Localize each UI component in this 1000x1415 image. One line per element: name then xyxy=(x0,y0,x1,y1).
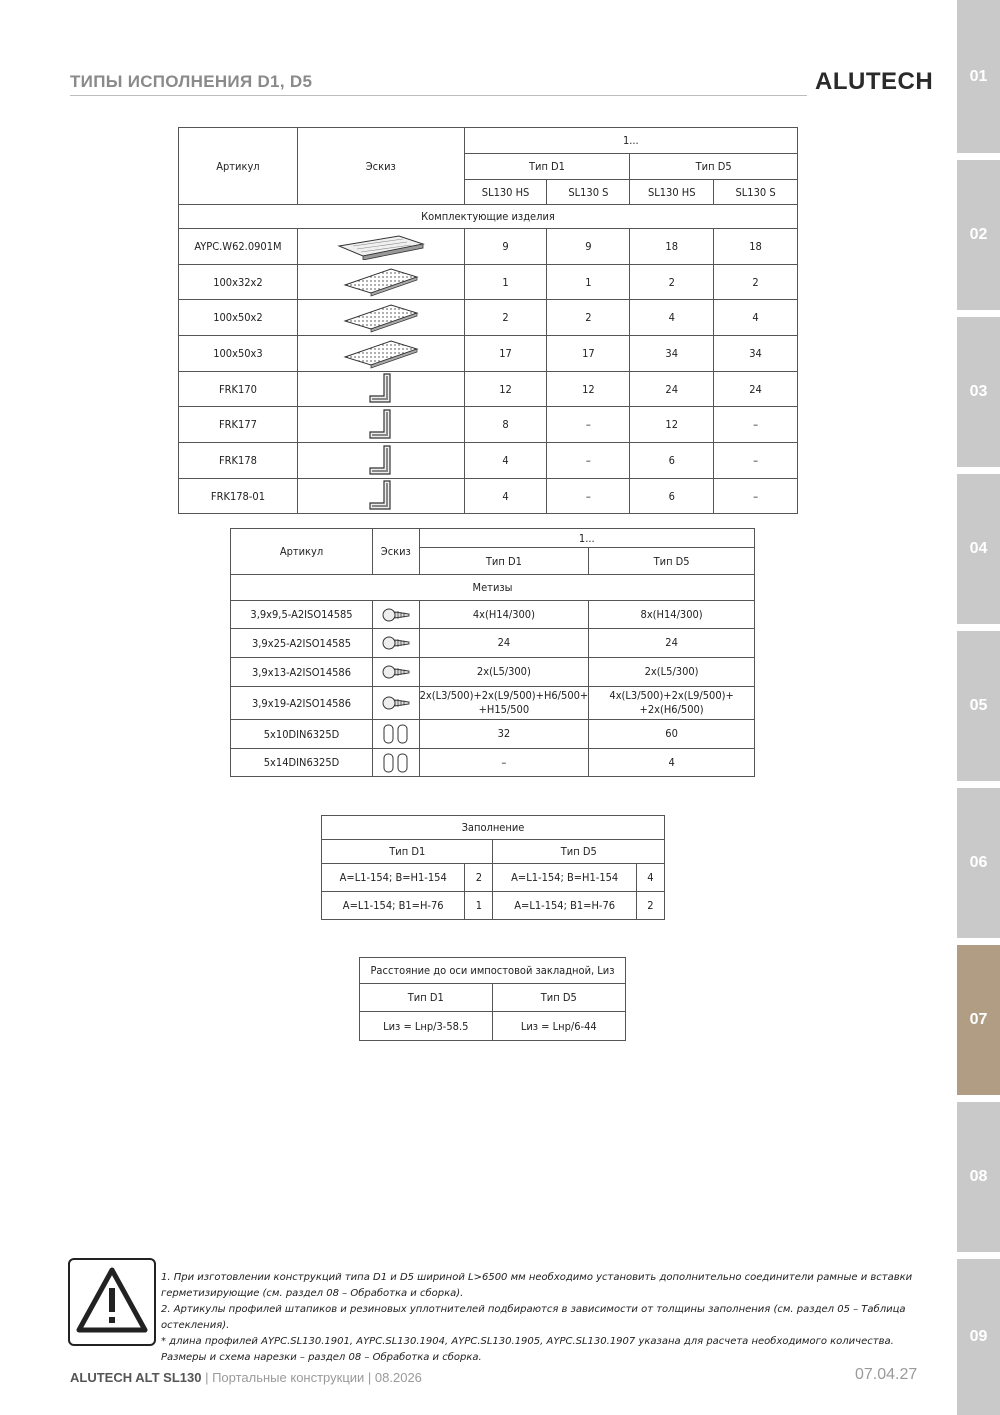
section-tab-01[interactable]: 01 xyxy=(957,0,1000,153)
screw-icon xyxy=(373,604,419,626)
table-row xyxy=(179,300,798,336)
qty-cell: – xyxy=(714,407,798,443)
col-qty-header: 1... xyxy=(464,128,797,154)
type-d5-header: Тип D5 xyxy=(630,154,798,180)
end-cap-icon xyxy=(298,234,464,260)
screw-icon xyxy=(373,632,419,654)
sketch-cell xyxy=(373,687,420,720)
filling-formula: A=L1-154; B=H1-154 xyxy=(493,864,636,892)
qty-cell: 12 xyxy=(464,372,547,407)
qty-cell: 6 xyxy=(630,479,714,514)
sketch-cell xyxy=(297,443,464,479)
type-d5-header: Тип D5 xyxy=(493,840,665,864)
qty-cell: – xyxy=(547,479,630,514)
qty-cell: 17 xyxy=(547,336,630,372)
filling-formula: A=L1-154; B1=H-76 xyxy=(493,892,636,920)
page-number: 07.04.27 xyxy=(855,1366,918,1383)
qty-cell: 34 xyxy=(630,336,714,372)
sketch-cell xyxy=(373,629,420,658)
sketch-cell xyxy=(373,658,420,687)
table-row xyxy=(231,687,755,720)
filling-formula: A=L1-154; B1=H-76 xyxy=(322,892,465,920)
qty-cell: – xyxy=(419,749,589,777)
notes xyxy=(161,1270,921,1366)
section-tab-08[interactable]: 08 xyxy=(957,1102,1000,1252)
table-row xyxy=(231,658,755,687)
sketch-cell xyxy=(373,749,420,777)
pin-icon xyxy=(373,722,419,746)
filling-qty: 2 xyxy=(636,892,664,920)
type-d1-header: Тип D1 xyxy=(360,984,493,1012)
qty-cell: 24 xyxy=(630,372,714,407)
pad-plate-icon xyxy=(298,303,464,333)
sketch-cell xyxy=(373,720,420,749)
section-tab-05[interactable]: 05 xyxy=(957,631,1000,781)
section-tabs xyxy=(957,0,1000,1415)
footer-separator: | xyxy=(201,1370,213,1385)
footer-section: Портальные конструкции xyxy=(212,1370,365,1385)
fasteners-table xyxy=(230,528,755,777)
qty-cell: 60 xyxy=(589,720,755,749)
table-row xyxy=(231,601,755,629)
sub-header: SL130 HS xyxy=(464,180,547,205)
sketch-cell xyxy=(297,372,464,407)
warning-sign xyxy=(68,1258,156,1346)
article-cell: 100x32x2 xyxy=(179,265,298,300)
screw-icon xyxy=(373,661,419,683)
qty-cell: 1 xyxy=(464,265,547,300)
sketch-cell xyxy=(297,407,464,443)
article-cell: 100x50x2 xyxy=(179,300,298,336)
section-tab-09[interactable]: 09 xyxy=(957,1259,1000,1415)
qty-cell: 8 xyxy=(464,407,547,443)
article-cell: FRK178 xyxy=(179,443,298,479)
type-d5-header: Тип D5 xyxy=(492,984,626,1012)
footer-info xyxy=(70,1370,422,1385)
article-cell: 100x50x3 xyxy=(179,336,298,372)
qty-cell: 2x(L3/500)+2x(L9/500)+H6/500+ +H15/500 xyxy=(419,687,589,720)
screw-icon xyxy=(373,692,419,714)
pad-plate-icon xyxy=(298,339,464,369)
col-article-header: Артикул xyxy=(231,529,373,575)
qty-cell: 2 xyxy=(547,300,630,336)
table-row xyxy=(179,265,798,300)
sub-header: SL130 S xyxy=(547,180,630,205)
qty-cell: 24 xyxy=(419,629,589,658)
filling-qty: 1 xyxy=(465,892,493,920)
page-title: ТИПЫ ИСПОЛНЕНИЯ D1, D5 xyxy=(70,72,313,91)
brand-logo: ALUTECH xyxy=(815,68,934,95)
filling-qty: 2 xyxy=(465,864,493,892)
qty-cell: 4 xyxy=(714,300,798,336)
section-tab-03[interactable]: 03 xyxy=(957,317,1000,467)
filling-title: Заполнение xyxy=(322,816,665,840)
qty-cell: 4x(L3/500)+2x(L9/500)+ +2x(H6/500) xyxy=(589,687,755,720)
corner-connector-icon xyxy=(298,372,464,406)
section-header: Комплектующие изделия xyxy=(179,205,798,229)
type-d1-header: Тип D1 xyxy=(322,840,493,864)
sketch-cell xyxy=(297,265,464,300)
qty-cell: 18 xyxy=(630,229,714,265)
type-d1-header: Тип D1 xyxy=(464,154,630,180)
article-cell: 3,9x25-A2ISO14585 xyxy=(231,629,373,658)
section-tab-02[interactable]: 02 xyxy=(957,160,1000,310)
type-d5-header: Тип D5 xyxy=(589,548,755,575)
section-header: Метизы xyxy=(231,575,755,601)
qty-cell: 32 xyxy=(419,720,589,749)
sketch-cell xyxy=(297,336,464,372)
table-row xyxy=(179,479,798,514)
pin-icon xyxy=(373,751,419,775)
col-sketch-header: Эскиз xyxy=(373,529,420,575)
qty-cell: – xyxy=(714,479,798,514)
note-3: * длина профилей AYPC.SL130.1901, AYPC.SL130.1904, AYPC.SL130.1905, AYPC.SL130.1907 указана для расчета необходимого количества. Размеры и схема нарезки – раздел 08 – Обработка и сборка. xyxy=(161,1336,894,1363)
qty-cell: 9 xyxy=(547,229,630,265)
distance-d1-formula: Lиз = Lнр/3-58.5 xyxy=(360,1012,493,1041)
corner-connector-icon xyxy=(298,408,464,442)
qty-cell: – xyxy=(714,443,798,479)
corner-connector-icon xyxy=(298,444,464,478)
pad-plate-icon xyxy=(298,267,464,297)
article-cell: AYPC.W62.0901M xyxy=(179,229,298,265)
section-tab-06[interactable]: 06 xyxy=(957,788,1000,938)
header-divider xyxy=(70,95,807,96)
table-row xyxy=(179,407,798,443)
note-2: 2. Артикулы профилей штапиков и резиновых уплотнителей подбираются в зависимости от толщины заполнения (см. раздел 05 – Таблица остекления). xyxy=(161,1304,906,1331)
distance-d5-formula: Lиз = Lнр/6-44 xyxy=(492,1012,626,1041)
table-row xyxy=(179,336,798,372)
article-cell: 3,9x9,5-A2ISO14585 xyxy=(231,601,373,629)
sketch-cell xyxy=(297,479,464,514)
section-tab-04[interactable]: 04 xyxy=(957,474,1000,624)
sub-header: SL130 HS xyxy=(630,180,714,205)
distance-title: Расстояние до оси импостовой закладной, Lиз xyxy=(360,958,626,984)
article-cell: 5x14DIN6325D xyxy=(231,749,373,777)
filling-formula: A=L1-154; B=H1-154 xyxy=(322,864,465,892)
qty-cell: 4 xyxy=(464,479,547,514)
qty-cell: 4 xyxy=(630,300,714,336)
note-1: 1. При изготовлении конструкций типа D1 и D5 шириной L>6500 мм необходимо установить дополнительно соединители рамные и вставки герметизирующие (см. раздел 08 – Обработка и сборка). xyxy=(161,1272,913,1299)
qty-cell: 2x(L5/300) xyxy=(589,658,755,687)
qty-cell: 2 xyxy=(714,265,798,300)
article-cell: FRK170 xyxy=(179,372,298,407)
sub-header: SL130 S xyxy=(714,180,798,205)
qty-cell: 6 xyxy=(630,443,714,479)
table-row xyxy=(231,749,755,777)
footer-product: ALUTECH ALT SL130 xyxy=(70,1370,202,1385)
section-tab-07[interactable]: 07 xyxy=(957,945,1000,1095)
sketch-cell xyxy=(297,229,464,265)
article-cell: FRK177 xyxy=(179,407,298,443)
article-cell: 5x10DIN6325D xyxy=(231,720,373,749)
qty-cell: 4 xyxy=(589,749,755,777)
qty-cell: – xyxy=(547,407,630,443)
article-cell: FRK178-01 xyxy=(179,479,298,514)
col-qty-header: 1... xyxy=(419,529,754,548)
qty-cell: 2 xyxy=(464,300,547,336)
type-d1-header: Тип D1 xyxy=(419,548,589,575)
distance-table xyxy=(359,957,626,1041)
qty-cell: 2 xyxy=(630,265,714,300)
qty-cell: 24 xyxy=(589,629,755,658)
col-sketch-header: Эскиз xyxy=(297,128,464,205)
qty-cell: 9 xyxy=(464,229,547,265)
table-row xyxy=(231,720,755,749)
table-row xyxy=(179,443,798,479)
qty-cell: 8x(H14/300) xyxy=(589,601,755,629)
components-table xyxy=(178,127,798,514)
qty-cell: 34 xyxy=(714,336,798,372)
qty-cell: 17 xyxy=(464,336,547,372)
qty-cell: 12 xyxy=(547,372,630,407)
table-row xyxy=(179,229,798,265)
footer-date: 08.2026 xyxy=(374,1370,422,1385)
qty-cell: 1 xyxy=(547,265,630,300)
article-cell: 3,9x13-A2ISO14586 xyxy=(231,658,373,687)
corner-connector-icon xyxy=(298,479,464,513)
table-row xyxy=(179,372,798,407)
filling-table xyxy=(321,815,665,920)
qty-cell: – xyxy=(547,443,630,479)
qty-cell: 18 xyxy=(714,229,798,265)
sketch-cell xyxy=(297,300,464,336)
qty-cell: 12 xyxy=(630,407,714,443)
filling-qty: 4 xyxy=(636,864,664,892)
qty-cell: 24 xyxy=(714,372,798,407)
qty-cell: 2x(L5/300) xyxy=(419,658,589,687)
footer-separator: | xyxy=(364,1370,375,1385)
table-row xyxy=(231,629,755,658)
col-article-header: Артикул xyxy=(179,128,298,205)
qty-cell: 4 xyxy=(464,443,547,479)
qty-cell: 4x(H14/300) xyxy=(419,601,589,629)
sketch-cell xyxy=(373,601,420,629)
article-cell: 3,9x19-A2ISO14586 xyxy=(231,687,373,720)
warning-icon xyxy=(75,1266,149,1336)
